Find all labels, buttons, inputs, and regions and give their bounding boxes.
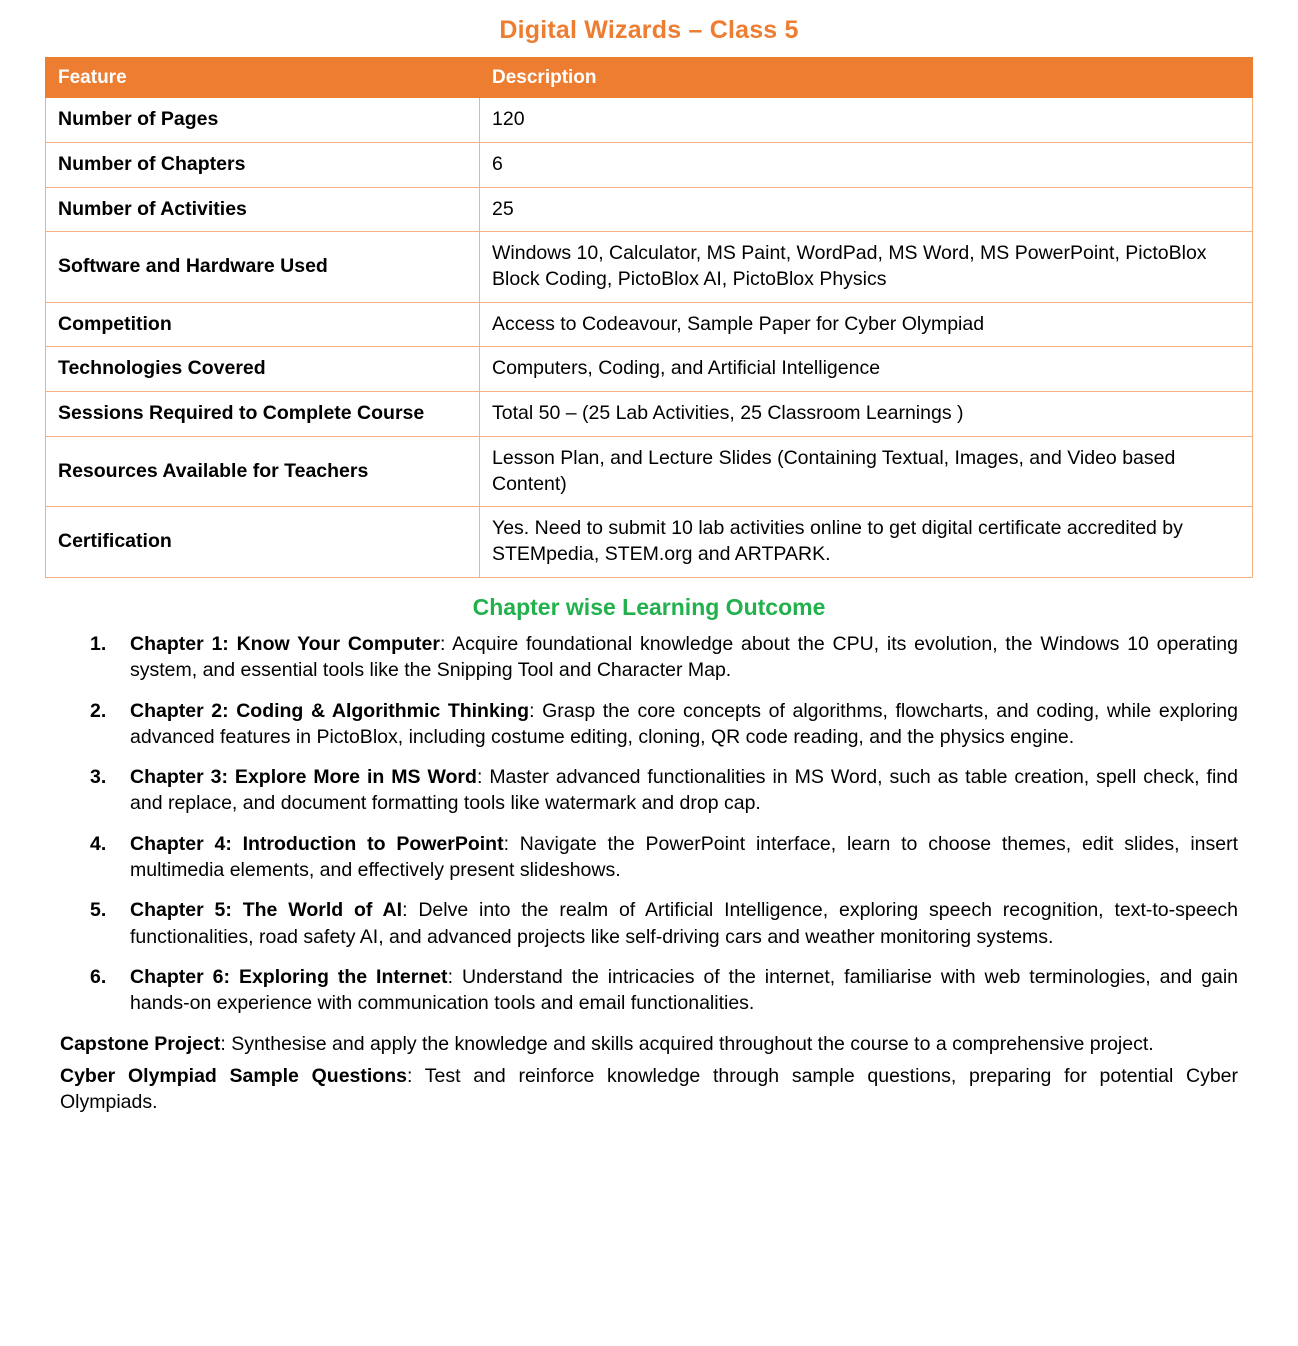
capstone-project-label: Capstone Project [60, 1032, 221, 1055]
chapter-label: Chapter 1: Know Your Computer [130, 632, 440, 655]
list-item [90, 897, 1238, 950]
cell-feature: Number of Pages [46, 98, 480, 143]
cell-description: Yes. Need to submit 10 lab activities online to get digital certificate accredited by STEMpedia, STEM.org and ARTPARK. [480, 507, 1253, 577]
column-header-description: Description [480, 58, 1253, 98]
section-title-learning-outcome: Chapter wise Learning Outcome [472, 593, 826, 620]
chapter-text: : Grasp the core concepts of algorithms, flowcharts, and coding, while exploring advanced features in PictoBlox, including costume editing, cloning, QR code reading, and the physics engine. [130, 699, 1238, 748]
column-header-feature: Feature [46, 58, 480, 98]
list-item [90, 631, 1238, 684]
page-title: Digital Wizards – Class 5 [499, 16, 799, 44]
table-row [46, 142, 1253, 187]
cell-feature: Resources Available for Teachers [46, 436, 480, 506]
list-item [90, 964, 1238, 1017]
page-bottom-space [30, 1126, 1268, 1246]
chapter-label: Chapter 2: Coding & Algorithmic Thinking [130, 699, 530, 722]
table-row [46, 507, 1253, 577]
cell-feature: Software and Hardware Used [46, 232, 480, 302]
list-item [90, 764, 1238, 817]
table-row [46, 98, 1253, 143]
list-item [90, 698, 1238, 751]
course-feature-table [45, 57, 1253, 578]
table-header-row [46, 58, 1253, 98]
list-item [90, 831, 1238, 884]
chapter-label: Chapter 5: The World of AI [130, 899, 403, 922]
cell-feature: Number of Activities [46, 187, 480, 232]
cell-description: Access to Codeavour, Sample Paper for Cyber Olympiad [480, 302, 1253, 347]
cell-description: Lesson Plan, and Lecture Slides (Containing Textual, Images, and Video based Content) [480, 436, 1253, 506]
cell-description: 25 [480, 187, 1253, 232]
chapter-text: : Master advanced functionalities in MS Word, such as table creation, spell check, find and replace, and document formatting tools like watermark and drop cap. [130, 766, 1238, 815]
chapter-text: : Understand the intricacies of the internet, familiarise with web terminologies, and gain hands-on experience with communication tools and email functionalities. [130, 966, 1238, 1015]
chapter-outcome-list [30, 631, 1268, 1017]
chapter-text: : Acquire foundational knowledge about the CPU, its evolution, the Windows 10 operating system, and essential tools like the Snipping Tool and Character Map. [130, 632, 1238, 682]
olympiad-questions-paragraph [30, 1063, 1268, 1116]
cell-feature: Technologies Covered [46, 347, 480, 392]
cell-description: Computers, Coding, and Artificial Intelligence [480, 347, 1253, 392]
capstone-project-paragraph [30, 1031, 1268, 1057]
cell-feature: Certification [46, 507, 480, 577]
cell-feature: Competition [46, 302, 480, 347]
cell-description: 6 [480, 142, 1253, 187]
cell-description: 120 [480, 98, 1253, 143]
chapter-label: Chapter 3: Explore More in MS Word [130, 766, 477, 789]
table-row [46, 392, 1253, 437]
cell-description: Windows 10, Calculator, MS Paint, WordPad, MS Word, MS PowerPoint, PictoBlox Block Coding, PictoBlox AI, PictoBlox Physics [480, 232, 1253, 302]
table-row [46, 436, 1253, 506]
capstone-project-text: : Synthesise and apply the knowledge and skills acquired throughout the course to a comprehensive project. [220, 1032, 1154, 1055]
chapter-label: Chapter 6: Exploring the Internet [130, 966, 448, 989]
table-row [46, 187, 1253, 232]
table-row [46, 347, 1253, 392]
chapter-label: Chapter 4: Introduction to PowerPoint [130, 832, 504, 855]
chapter-text: : Navigate the PowerPoint interface, learn to choose themes, edit slides, insert multimedia elements, and effectively present slideshows. [130, 832, 1239, 882]
olympiad-questions-text: : Test and reinforce knowledge through sample questions, preparing for potential Cyber Olympiads. [60, 1064, 1238, 1114]
chapter-text: : Delve into the realm of Artificial Intelligence, exploring speech recognition, text-to-speech functionalities, road safety AI, and advanced projects like self-driving cars and weather monitoring systems. [130, 899, 1239, 948]
table-row [46, 302, 1253, 347]
olympiad-questions-label: Cyber Olympiad Sample Questions [60, 1064, 407, 1087]
table-row [46, 232, 1253, 302]
cell-description: Total 50 – (25 Lab Activities, 25 Classroom Learnings ) [480, 392, 1253, 437]
cell-feature: Number of Chapters [46, 142, 480, 187]
cell-feature: Sessions Required to Complete Course [46, 392, 480, 437]
